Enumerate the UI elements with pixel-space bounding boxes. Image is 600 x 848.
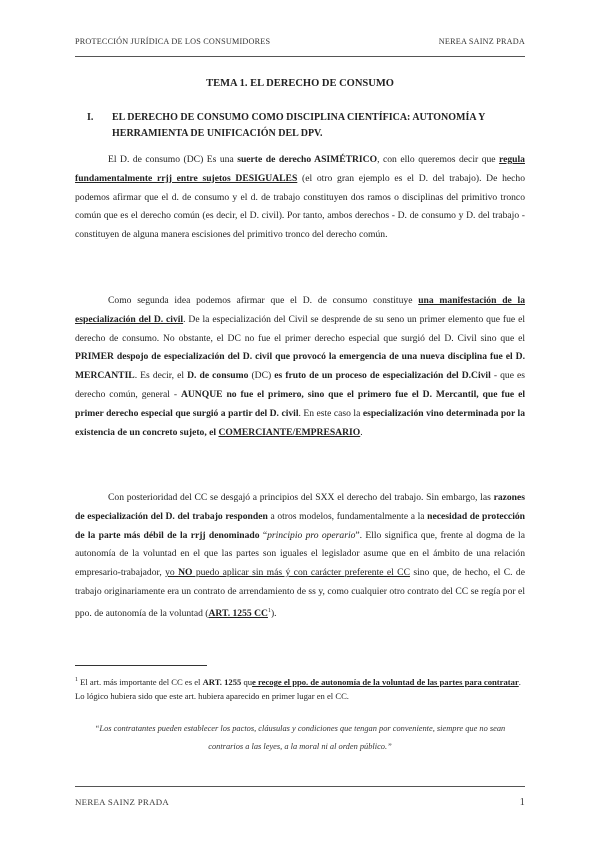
legal-quote — [75, 720, 525, 756]
paragraph-2: Como segunda idea podemos afirmar que el D. de consumo constituye una manifestación de la especialización del D. civil. De la especialización del Civil se desprende de su seno un primer elemento que fue el derecho de consumo. No obstante, el DC no fue el primer derecho especial que surgió del D. Civil sino que el PRIMER despojo de especialización del D. civil que provocó la emergencia de una nueva disciplina fue el D. MERCANTIL. Es decir, el D. de consumo (DC) es fruto de un proceso de especialización del D.Civil - que es derecho común, general - AUNQUE no fue el primero, sino que el primero fue el D. Mercantil, que fue el primer derecho especial que surgió a partir del D. civil. En este caso la especialización vino determinada por la existencia de un concreto sujeto, el COMERCIANTE/EMPRESARIO. — [75, 295, 526, 438]
header-author: NEREA SAINZ PRADA — [438, 37, 525, 46]
footnote-mark: 1 — [75, 677, 78, 683]
footnote-1: $^1$ El art. más importante del CC es el ART. 1255 que recoge el ppo. de autonomía de la voluntad de las partes para contratar. Lo lógico hubiera sido que este art. hubiera aparecido en primer lugar en el CC. — [75, 676, 521, 701]
section-title-line2: HERRAMIENTA DE UNIFICACIÓN DEL DPV. — [112, 128, 323, 139]
quote-line2: contrarios a las leyes, a la moral ni al orden público.” — [208, 742, 392, 751]
document-title: TEMA 1. EL DERECHO DE CONSUMO — [206, 78, 394, 89]
header-course-title: PROTECCIÓN JURÍDICA DE LOS CONSUMIDORES — [75, 37, 271, 46]
quote-line1: “Los contratantes pueden establecer los pactos, cláusulas y condiciones que tengan por conveniente, siempre que no sean — [94, 724, 506, 733]
paragraph-3: Con posterioridad del CC se desgajó a principios del SXX el derecho del trabajo. Sin embargo, las razones de especialización del D. del trabajo responden a otros modelos, fundamentalmente a la necesidad de protección de la parte más débil de la rrjj denominado “principio pro operario”. Ello significa que, frente al dogma de la autonomía de la voluntad en el que las partes son iguales el legislador asume que en el ámbito de una relación empresario-trabajador, yo NO puedo aplicar sin más ý con carácter preferente el CC sino que, de hecho, el C. de trabajo originariamente era un contrato de arrendamiento de ss y, como cualquier otro contrato del CC se regía por el ppo. de autonomía de la voluntad (ART. 1255 $CC^1$). — [75, 492, 525, 619]
footnote-separator — [75, 665, 207, 666]
footnote-ref[interactable]: 1 — [267, 607, 271, 614]
footer-divider — [75, 786, 525, 787]
section-title — [112, 110, 527, 142]
page-number: 1 — [519, 797, 525, 808]
section-number: I. — [87, 112, 94, 123]
section-title-line1: EL DERECHO DE CONSUMO COMO DISCIPLINA CIENTÍFICA: AUTONOMÍA Y — [112, 112, 486, 123]
paragraph-1: El D. de consumo (DC) Es una suerte de derecho ASIMÉTRICO, con ello queremos decir que regula fundamentalmente rrjj entre sujetos DESIGUALES (el otro gran ejemplo es el D. del trabajo). De hecho podemos afirmar que el d. de consumo y el d. de trabajo constituyen dos ramos o disciplinas del primitivo tronco común que es el derecho común (es decir, el D. civil). Por tanto, ambos derechos - D. de consumo y D. del trabajo - constituyen de alguna manera escisiones del primitivo tronco del derecho común. — [75, 154, 525, 241]
footer-author: NEREA SAINZ PRADA — [75, 797, 170, 807]
header-divider — [75, 56, 525, 57]
